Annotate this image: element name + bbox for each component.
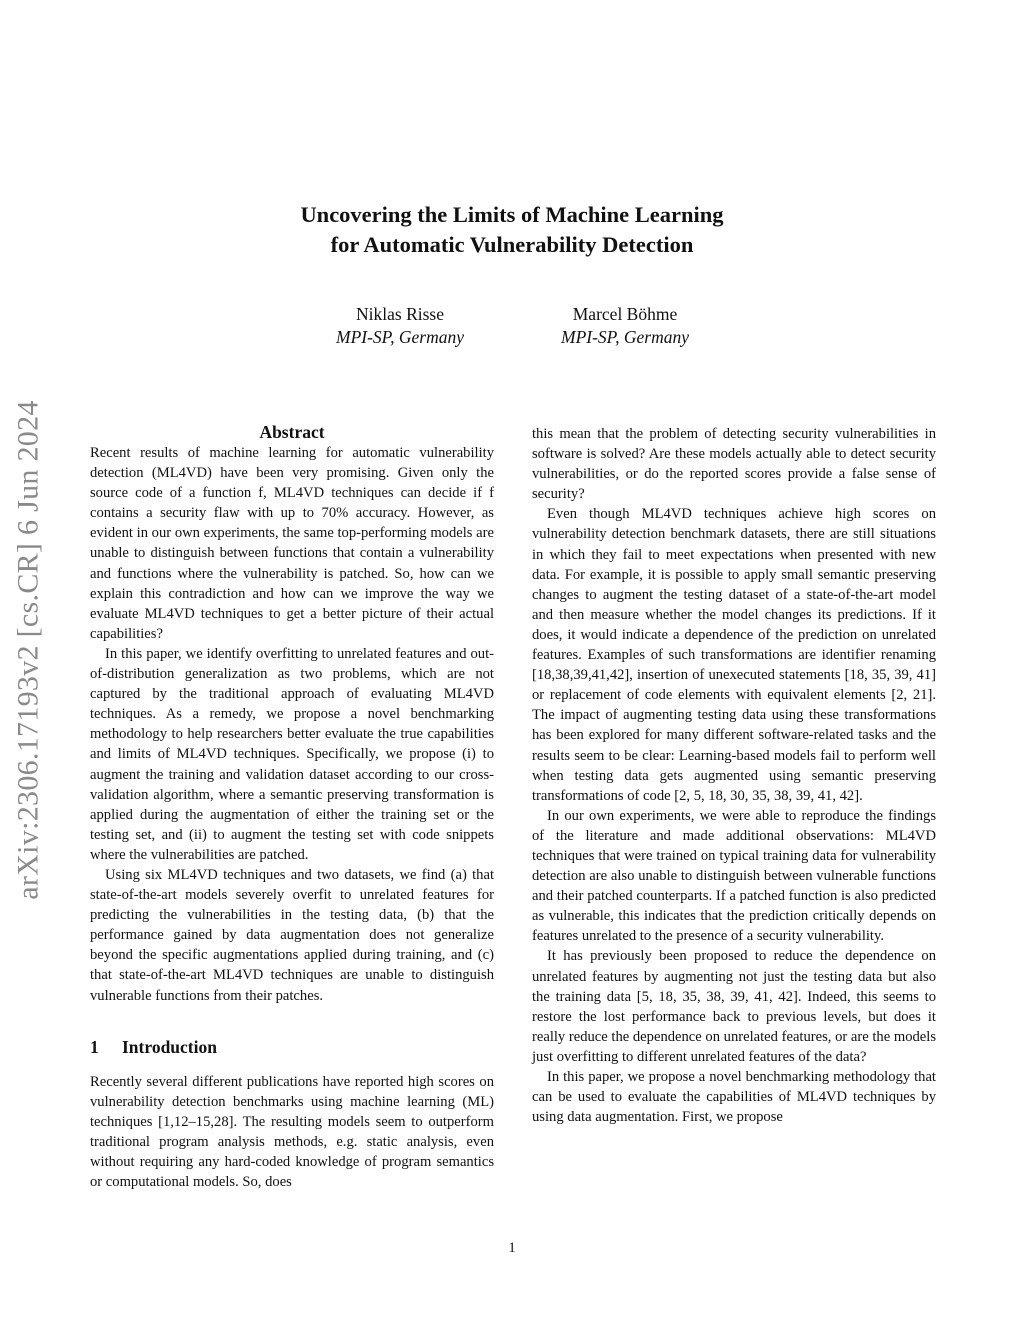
abstract-paragraph-1: Recent results of machine learning for automatic vulnerability detection (ML4VD) have been very promising. Given only the source code of a function f, ML4VD techniques can decide if f contains a security flaw with up to 70% accuracy. However, as evident in our own experiments, the same top-performing models are unable to distinguish between functions that contain a vulnerability and functions where the vulnerability is patched. So, how can we explain this contradiction and how can we improve the way we evaluate ML4VD techniques to get a better picture of their actual capabilities?	[90, 445, 494, 642]
abstract-paragraph-2: In this paper, we identify overfitting to unrelated features and out-of-distribution generalization as two problems, which are not captured by the traditional approach of evaluating ML4VD techniques. As a remedy, we propose a novel benchmarking methodology to help researchers better evaluate the true capabilities and limits of ML4VD techniques. Specifically, we propose (i) to augment the training and validation dataset according to our cross-validation algorithm, where a semantic preserving transformation is applied during the augmentation of either the training set or the testing set, and (ii) to augment the testing set with code snippets where the vulnerabilities are patched.	[90, 645, 494, 863]
intro-paragraph-1: Recently several different publications have reported high scores on vulnerability detection benchmarks using machine learning (ML) techniques [1,12–15,28]. The resulting models seem to outperform traditional program analysis methods, e.g. static analysis, even without requiring any hard-coded knowledge of program semantics or computational models. So, does	[90, 1073, 494, 1191]
left-column	[90, 421, 494, 1192]
arxiv-identifier: arXiv:2306.17193v2 [cs.CR] 6 Jun 2024	[12, 400, 45, 900]
page-number: 1	[508, 1240, 516, 1256]
section-number: 1	[90, 1036, 99, 1057]
author-name: Niklas Risse	[356, 304, 444, 324]
author-2	[505, 303, 745, 349]
section-heading-introduction	[90, 1036, 494, 1058]
author-affiliation: MPI-SP, Germany	[336, 327, 464, 347]
title-line-1: Uncovering the Limits of Machine Learning	[300, 202, 724, 227]
abstract-heading: Abstract	[259, 422, 325, 442]
title-line-2: for Automatic Vulnerability Detection	[330, 232, 694, 257]
abstract-paragraph-3: Using six ML4VD techniques and two datasets, we find (a) that state-of-the-art models severely overfit to unrelated features for predicting the vulnerabilities in the testing data, (b) that the performance gained by data augmentation does not generalize beyond the specific augmentations applied during training, and (c) that state-of-the-art ML4VD techniques are unable to distinguish vulnerable functions from their patches.	[90, 866, 494, 1004]
author-name: Marcel Böhme	[572, 304, 678, 324]
author-affiliation: MPI-SP, Germany	[561, 327, 689, 347]
right-paragraph-3: In our own experiments, we were able to reproduce the findings of the literature and made additional observations: ML4VD techniques that were trained on typical training data for vulnerability detection are also unable to distinguish between vulnerable functions and their patched counterparts. If a patched function is also predicted as vulnerable, this indicates that the prediction critically depends on features unrelated to the presence of a security vulnerability.	[532, 807, 936, 945]
right-paragraph-2: Even though ML4VD techniques achieve high scores on vulnerability detection benchmark datasets, there are still situations in which they fail to meet expectations when presented with new data. For example, it is possible to apply small semantic preserving changes to augment the testing dataset of a state-of-the-art model and then measure whether the model changes its predictions. If it does, it would indicate a dependence of the prediction on unrelated features. Examples of such transformations are identifier renaming [18,38,39,41,42], insertion of unexecuted statements [18, 35, 39, 41] or replacement of code elements with equivalent elements [2, 21]. The impact of augmenting testing data using these transformations has been explored for many different software-related tasks and the results seem to be clear: Learning-based models fail to perform well when testing data gets augmented using semantic preserving transformations of code [2, 5, 18, 30, 35, 38, 39, 41, 42].	[532, 506, 936, 804]
arxiv-identifier-stamp	[0, 365, 58, 935]
right-paragraph-4: It has previously been proposed to reduce the dependence on unrelated features by augmenting not just the testing data but also the training data [5, 18, 35, 38, 39, 41, 42]. Indeed, this seems to restore the lost performance back to previous levels, but does it really reduce the dependence on unrelated features, or are the models just overfitting to different unrelated features of the data?	[532, 948, 936, 1065]
paper-title	[0, 200, 1024, 260]
section-title: Introduction	[122, 1036, 217, 1057]
right-column	[532, 424, 936, 1127]
right-paragraph-5: In this paper, we propose a novel benchmarking methodology that can be used to evaluate the capabilities of ML4VD techniques by using data augmentation. First, we propose	[532, 1069, 936, 1126]
right-paragraph-1: this mean that the problem of detecting security vulnerabilities in software is solved? Are these models actually able to detect security vulnerabilities, or do the reported scores provide a false sense of security?	[532, 426, 936, 503]
author-block	[0, 303, 1024, 353]
author-1	[280, 303, 520, 349]
